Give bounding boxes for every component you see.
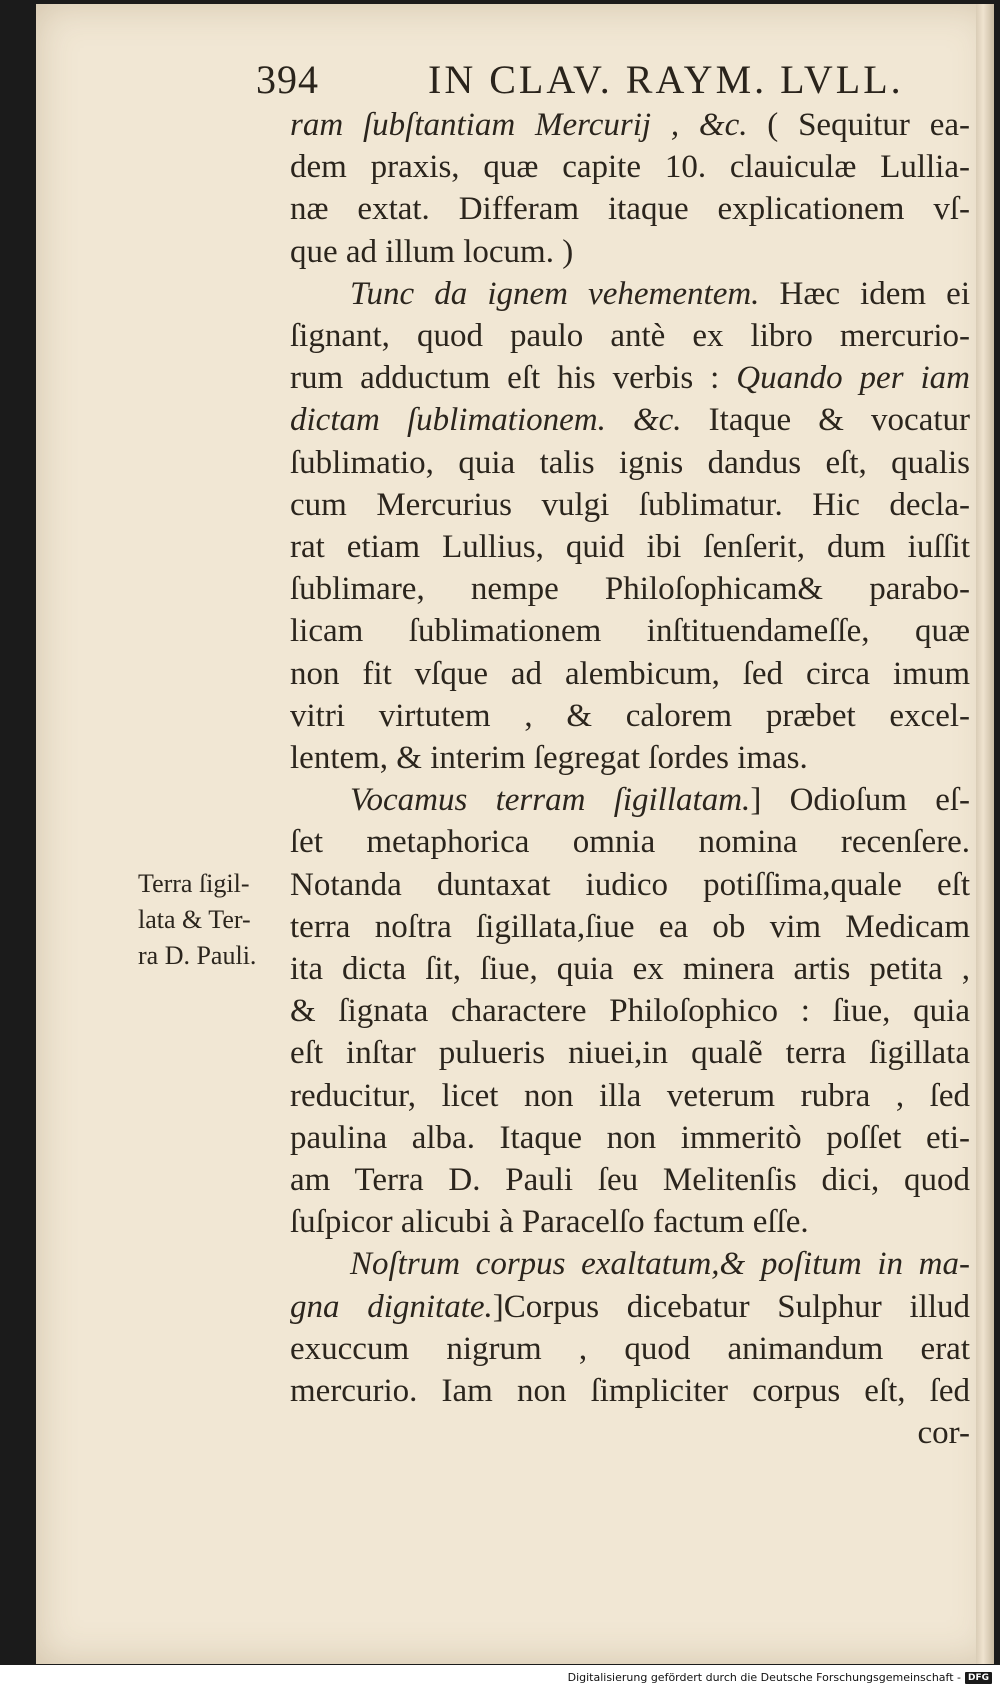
text-line: paulina alba. Itaque non immeritò poſſet eti- xyxy=(290,1119,970,1156)
body-text xyxy=(290,104,970,1455)
text-line: lentem, & interim ſegregat ſordes imas. xyxy=(290,740,808,777)
text-line: gna dignitate.]Corpus dicebatur Sulphur illud xyxy=(290,1288,970,1325)
margin-note-line: ra D. Pauli. xyxy=(138,941,257,970)
text-line: ſublimare, nempe Philoſophicam& parabo- xyxy=(290,571,970,608)
text-line: ita dicta ſit, ſiue, quia ex minera artis petita , xyxy=(290,951,970,988)
text-line: am Terra D. Pauli ſeu Melitenſis dici, quod xyxy=(290,1162,970,1199)
page-edge xyxy=(976,4,994,1664)
text-line: que ad illum locum. ) xyxy=(290,233,574,270)
text-line: dictam ſublimationem. &c. Itaque & vocatur xyxy=(290,402,970,439)
text-line: ram ſubſtantiam Mercurij , &c. ( Sequitur ea- xyxy=(290,107,970,143)
dfg-logo-icon: DFG xyxy=(965,1672,992,1684)
footer-credit: Digitalisierung gefördert durch die Deutsche Forschungsgemeinschaft - xyxy=(567,1671,961,1684)
margin-note-line: lata & Ter- xyxy=(138,905,251,934)
text-line: exuccum nigrum , quod animandum erat xyxy=(290,1330,970,1367)
text-line: ſet metaphorica omnia nomina recenſere. xyxy=(290,824,970,861)
text-line: & ſignata charactere Philoſophico : ſiue, quia xyxy=(290,993,970,1030)
text-line: Notanda duntaxat iudico potiſſima,quale eſt xyxy=(290,866,970,903)
text-line: Tunc da ignem vehementem. Hæc idem ei xyxy=(350,275,970,312)
text-line: eſt inſtar pulueris niuei,in qualẽ terra ſigillata xyxy=(290,1035,970,1072)
running-head: IN CLAV. RAYM. LVLL. xyxy=(428,57,904,102)
text-line: terra noſtra ſigillata,ſiue ea ob vim Medicam xyxy=(290,908,970,945)
text-line: rat etiam Lullius, quid ibi ſenſerit, dum iuſſit xyxy=(290,529,970,566)
text-line: Vocamus terram ſigillatam.] Odioſum eſ- xyxy=(350,782,970,819)
text-line: dem praxis, quæ capite 10. clauiculæ Lullia- xyxy=(290,149,970,186)
text-line: ſignant, quod paulo antè ex libro mercurio- xyxy=(290,318,970,355)
text-line: ſuſpicor alicubi à Paracelſo factum eſſe. xyxy=(290,1204,809,1241)
text-line: non fit vſque ad alembicum, ſed circa imum xyxy=(290,655,970,692)
text-line: næ extat. Differam itaque explicationem vſ- xyxy=(290,191,970,228)
text-line: mercurio. Iam non ſimpliciter corpus eſt, ſed xyxy=(290,1373,970,1410)
text-line: Noſtrum corpus exaltatum,& poſitum in ma- xyxy=(350,1246,970,1283)
catchword: cor- xyxy=(917,1415,970,1452)
text-line: rum adductum eſt his verbis : Quando per iam xyxy=(290,360,970,397)
text-line: cum Mercurius vulgi ſublimatur. Hic decla- xyxy=(290,486,970,523)
digitization-footer xyxy=(568,1671,992,1684)
text-line: ſublimatio, quia talis ignis dandus eſt, qualis xyxy=(290,444,970,481)
page-number: 394 xyxy=(256,57,319,102)
text-line: reducitur, licet non illa veterum rubra , ſed xyxy=(290,1077,970,1114)
margin-note xyxy=(138,866,298,974)
margin-note-line: Terra ſigil- xyxy=(138,869,250,898)
text-line: vitri virtutem , & calorem præbet excel- xyxy=(290,697,970,734)
text-line: licam ſublimationem inſtituendameſſe, quæ xyxy=(290,613,970,650)
